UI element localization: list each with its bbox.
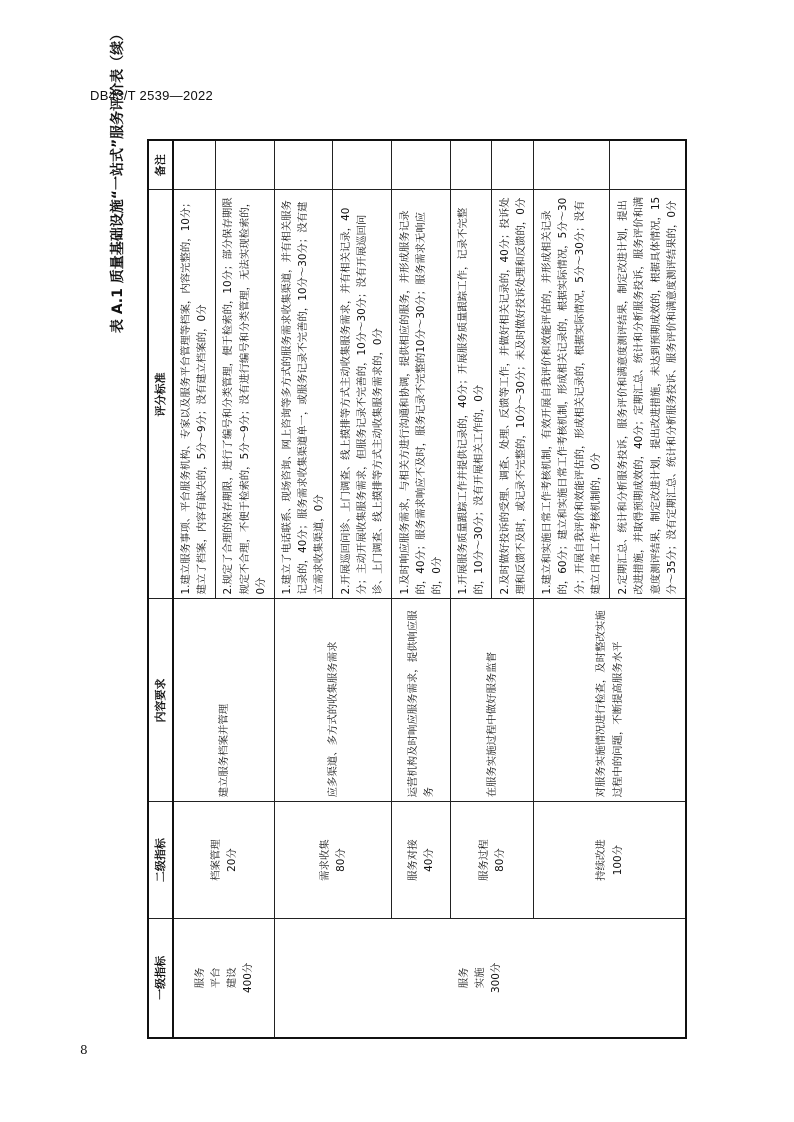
table-row <box>274 140 333 1038</box>
level2-cell: 服务过程 80分 <box>450 802 533 918</box>
level2-cell: 档案管理 20分 <box>173 802 274 918</box>
remark-cell <box>274 140 333 190</box>
remark-cell <box>333 140 392 190</box>
document-code: DB43/T 2539—2022 <box>90 88 214 103</box>
table-row <box>173 140 215 1038</box>
evaluation-table <box>147 139 687 1039</box>
level2-cell: 持续改进 100分 <box>534 802 686 918</box>
standard-cell: 1.建立和实施日常工作考核机制，有效开展自我评价和效能评估的，并形成相关记录的，60分；建立和实施日常工作考核机制，形成相关记录的，根据实际情况，5分～30分；开展自我评价和效能评估的，形成相关记录的，根据实际情况，5分～30分；没有建立日常工作考核机制的，0分 <box>534 190 610 599</box>
level1-cell: 服务 实施 300分 <box>274 918 686 1038</box>
header-remark: 备注 <box>148 140 173 190</box>
remark-cell <box>610 140 687 190</box>
remark-cell <box>173 140 215 190</box>
standard-cell: 1.开展服务质量跟踪工作并提供记录的，40分；开展服务质量跟踪工作，记录不完整的，10分～30分；没有开展相关工作的，0分 <box>450 190 492 599</box>
remark-cell <box>215 140 274 190</box>
remark-cell <box>534 140 610 190</box>
page-number: 8 <box>80 1043 88 1057</box>
header-level1: 一级指标 <box>148 918 173 1038</box>
rotated-table-wrapper <box>147 139 687 1039</box>
remark-cell <box>392 140 451 190</box>
remark-cell <box>492 140 534 190</box>
requirement-cell: 建立服务档案并管理 <box>173 599 274 802</box>
table-body <box>173 140 686 1038</box>
header-level2: 二级指标 <box>148 802 173 918</box>
header-requirement: 内容要求 <box>148 599 173 802</box>
table-row <box>534 140 610 1038</box>
table-header-row <box>148 140 173 1038</box>
table-caption: 表 A.1 质量基础设施“一站式”服务评价表（续） <box>110 26 126 334</box>
level2-cell: 服务对接 40分 <box>392 802 451 918</box>
requirement-cell: 对服务实施情况进行检查，及时整改实施过程中的问题，不断提高服务水平 <box>534 599 686 802</box>
requirement-cell: 在服务实施过程中做好服务监督 <box>450 599 533 802</box>
standard-cell: 1.建立服务事项、平台服务机构、专家以及服务平台管理等档案，内容完整的，10分；建立了档案，内容有缺失的，5分～9分；没有建立档案的，0分 <box>173 190 215 599</box>
standard-cell: 1.及时响应服务需求，与相关方进行沟通和协调，提供相应的服务，并形成服务记录的，40分；服务需求响应不及时，服务记录不完整的10分～30分；服务需求无响应的，0分 <box>392 190 451 599</box>
standard-cell: 2.及时做好投诉的受理、调查、处理、反馈等工作，并做好相关记录的，40分；投诉处理和反馈不及时，或记录不完整的，10分～30分；未及时做好投诉处理和反馈的，0分 <box>492 190 534 599</box>
remark-cell <box>450 140 492 190</box>
requirement-cell: 运营机构及时响应服务需求，提供响应服务 <box>392 599 451 802</box>
standard-cell: 1.建立了电话联系、现场咨询、网上咨询等多方式的服务需求收集渠道，并有相关服务记录的，40分；服务需求收集渠道单一，或服务记录不完善的，10分～30分；没有建立需求收集渠道，0分 <box>274 190 333 599</box>
standard-cell: 2.规定了合理的保存期限，进行了编号和分类管理，便于检索的，10分；部分保存期限规定不合理，不便于检索的，5分～9分；没有进行编号和分类管理，无法实现检索的，0分 <box>215 190 274 599</box>
requirement-cell: 应多渠道、多方式的收集服务需求 <box>274 599 392 802</box>
table-row <box>392 140 451 1038</box>
header-standard: 评分标准 <box>148 190 173 599</box>
standard-cell: 2.开展巡回问诊、上门调查、线上摸排等方式主动收集服务需求，并有相关记录，40分；主动开展收集服务需求，但服务记录不完善的，10分～30分；没有开展巡回问诊、上门调查、线上摸排等方式主动收集服务需求的，0分 <box>333 190 392 599</box>
table-row <box>450 140 492 1038</box>
level2-cell: 需求收集 80分 <box>274 802 392 918</box>
standard-cell: 2.定期汇总、统计和分析服务投诉，服务评价和满意度测评结果，制定改进计划，提出改进措施，并取得预期成效的，40分；定期汇总、统计和分析服务投诉，服务评价和满意度测评结果，制定改进计划，提出改进措施，未达到预期成效的，根据具体情况，15分～35分；没有定期汇总、统计和分析服务投诉、服务评价和满意度测评结果的，0分 <box>610 190 687 599</box>
level1-cell: 服务 平台 建设 400分 <box>173 918 274 1038</box>
